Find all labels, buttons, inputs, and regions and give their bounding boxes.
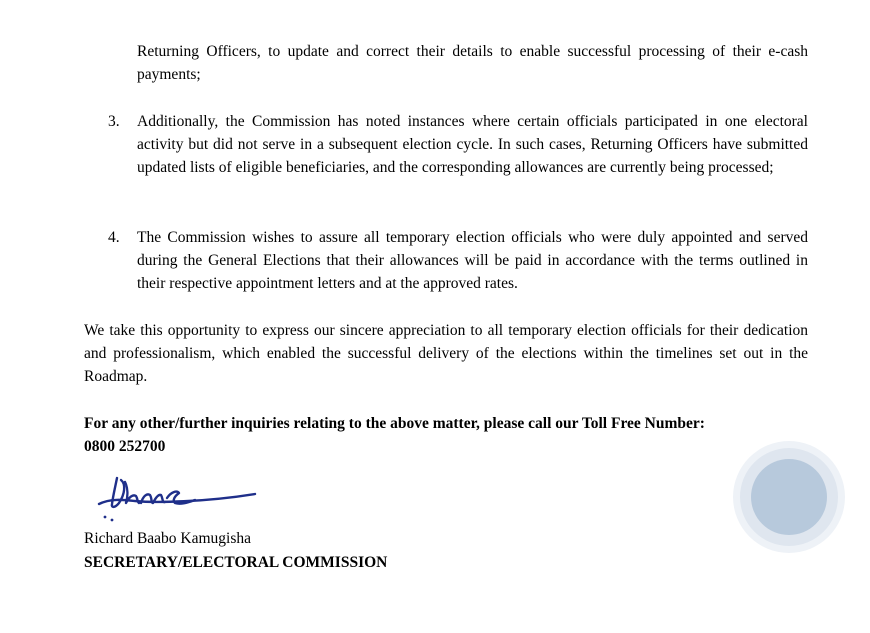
- signer-name: Richard Baabo Kamugisha: [84, 530, 252, 547]
- continuation-paragraph: Returning Officers, to update and correct their details to enable successful processing of their e-cash payments;: [137, 43, 808, 83]
- appreciation-paragraph: We take this opportunity to express our sincere appreciation to all temporary election officials for their dedication and professionalism, which enabled the successful delivery of the elections within the timelines set out in the Roadmap.: [84, 322, 808, 385]
- list-item-text: The Commission wishes to assure all temporary election officials who were duly appointed and served during the General Elections that their allowances will be paid in accordance with the terms outlined in their respective appointment letters and at the approved rates.: [137, 229, 808, 292]
- signer-title: SECRETARY/ELECTORAL COMMISSION: [84, 554, 388, 571]
- list-item-number: 3.: [108, 113, 120, 130]
- inquiry-text: For any other/further inquiries relating to the above matter, please call our Toll Free Number:: [84, 415, 705, 432]
- handwritten-signature: [95, 470, 265, 526]
- toll-free-number: 0800 252700: [84, 438, 166, 455]
- seal-icon: [733, 441, 845, 553]
- list-item-number: 4.: [108, 229, 120, 246]
- inquiry-paragraph: [84, 412, 808, 458]
- seal-core: [751, 459, 827, 535]
- list-item-text: Additionally, the Commission has noted instances where certain officials participated in one electoral activity but did not serve in a subsequent election cycle. In such cases, Returning Officers have submitted updated lists of eligible beneficiaries, and the corresponding allowances are currently being processed;: [137, 113, 808, 176]
